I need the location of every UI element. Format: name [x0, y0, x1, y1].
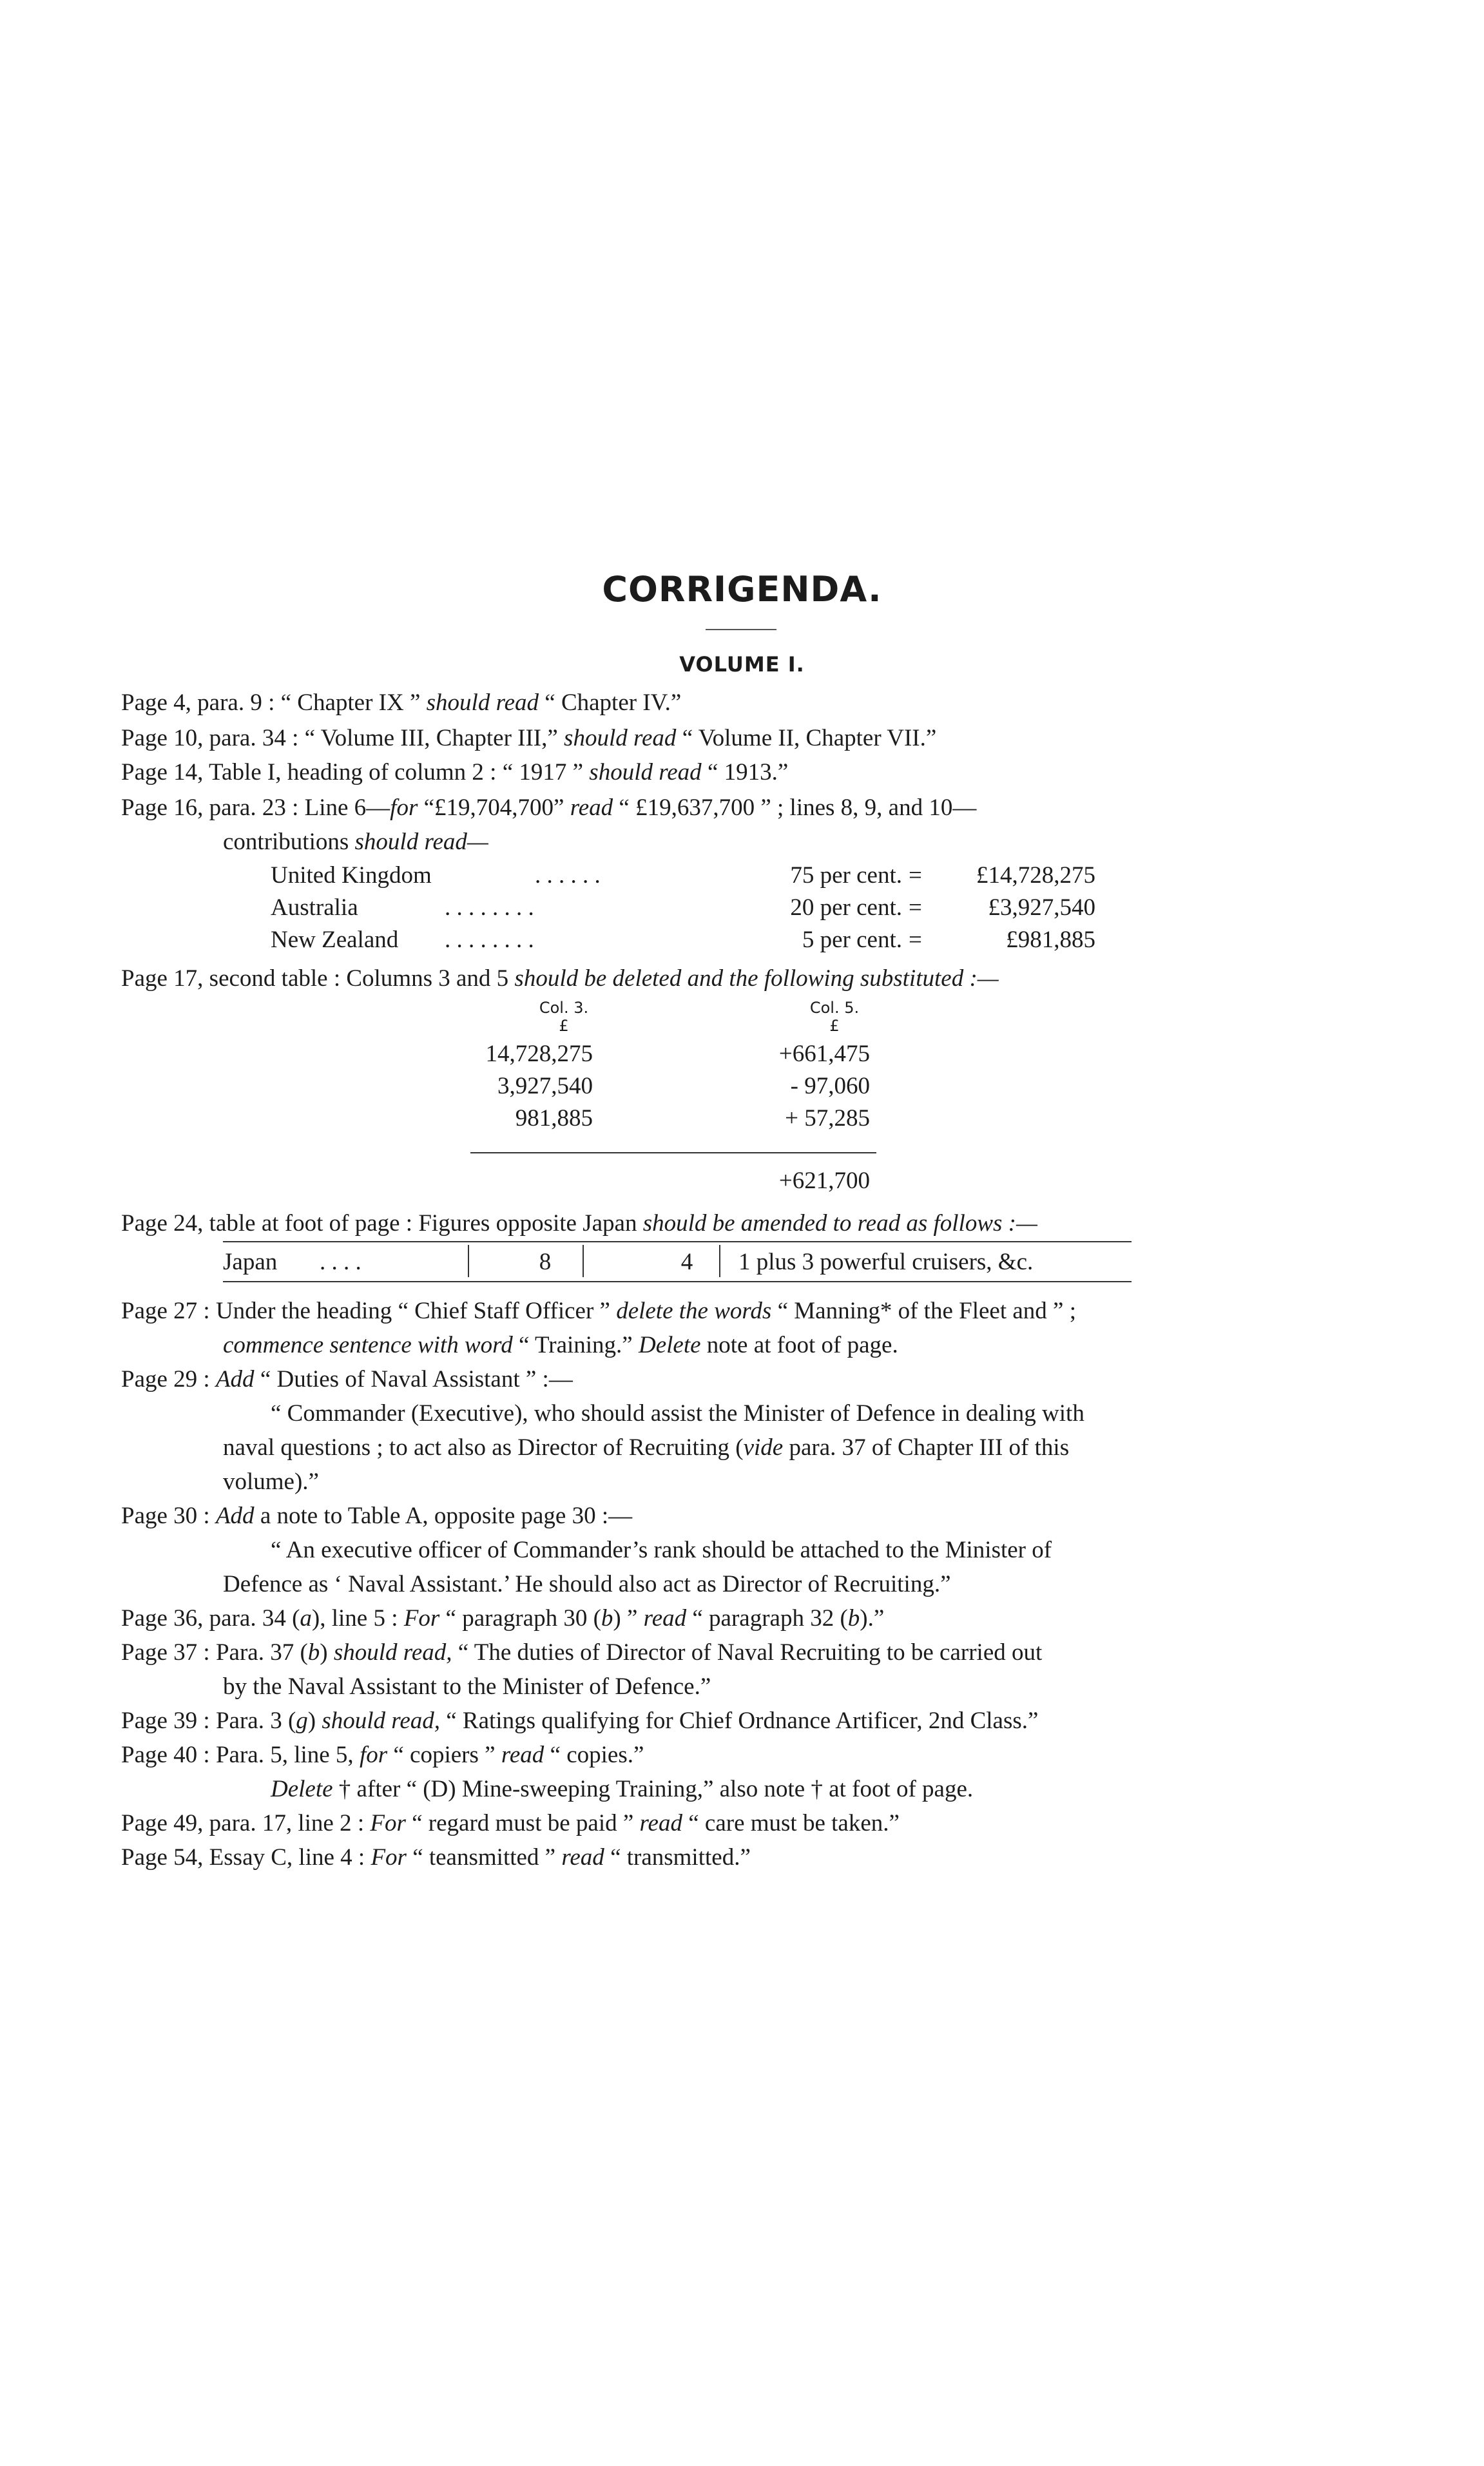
column-unit: £ — [829, 1017, 840, 1035]
entry-text: “ copiers ” — [387, 1742, 501, 1768]
entry-instruction: Add — [215, 1366, 255, 1392]
table-cell: 8 — [539, 1249, 552, 1275]
entry-ref: Page 16, para. 23 : Line 6— — [121, 795, 390, 821]
entry-text: a — [300, 1605, 312, 1632]
corrigendum-page-24 — [121, 1211, 1037, 1235]
entry-text: contributions — [223, 829, 355, 855]
volume-heading: VOLUME I. — [679, 652, 805, 677]
leader-dots: . . . . . . . . — [445, 894, 534, 921]
percentage: 20 per cent. — [790, 894, 902, 921]
table-cell: 14,728,275 — [485, 1041, 593, 1067]
column-header: Col. 3. — [539, 999, 589, 1017]
column-separator — [468, 1245, 469, 1277]
entry-text: “ Training.” — [512, 1332, 639, 1358]
entry-text: ).” — [860, 1605, 885, 1632]
table-cell: 4 — [680, 1249, 693, 1275]
entry-instruction: should read, — [333, 1639, 452, 1666]
entry-instruction: for — [390, 795, 418, 821]
corrigendum-page-14 — [121, 760, 788, 784]
entry-ref: Page 27 : Under the heading “ Chief Staff Officer ” — [121, 1298, 617, 1324]
equals-sign: = — [909, 894, 922, 921]
table-cell: 3,927,540 — [497, 1073, 593, 1099]
corrigendum-page-49 — [121, 1811, 900, 1835]
corrigendum-page-30 — [121, 1504, 632, 1528]
table-cell: + 57,285 — [785, 1105, 870, 1132]
column-separator — [719, 1245, 720, 1277]
entry-ref: Page 37 : Para. 37 ( — [121, 1639, 308, 1666]
corrigendum-page-27 — [121, 1299, 1076, 1323]
entry-text: “ The duties of Director of Naval Recruiting to be carried out — [452, 1639, 1043, 1666]
entry-text: “ transmitted.” — [604, 1844, 751, 1871]
entry-instruction: should be deleted and the following substituted :— — [514, 965, 999, 992]
corrigendum-page-4 — [121, 691, 681, 715]
quote-line — [223, 1436, 1069, 1459]
country-name: United Kingdom — [271, 862, 432, 889]
percentage: 5 per cent. — [802, 927, 902, 953]
entry-ref: Page 36, para. 34 ( — [121, 1605, 300, 1632]
entry-text: note at foot of page. — [700, 1332, 898, 1358]
entry-ref: Page 17, second table : Columns 3 and 5 — [121, 965, 515, 992]
corrigendum-page-17 — [121, 967, 999, 990]
entry-instruction: should read — [589, 759, 702, 785]
quote-line: “ An executive officer of Commander’s rank should be attached to the Minister of — [271, 1537, 1052, 1563]
country-name: New Zealand — [271, 927, 399, 953]
entry-instruction: Add — [215, 1503, 255, 1529]
entry-ref: Page 30 : — [121, 1503, 216, 1529]
corrigendum-page-16 — [121, 796, 1242, 820]
entry-text: b — [307, 1639, 320, 1666]
country-name: Australia — [271, 894, 358, 921]
table-cell: 981,885 — [515, 1105, 593, 1132]
entry-instruction: should read, — [322, 1708, 440, 1734]
entry-ref: Page 4, para. 9 : — [121, 689, 281, 716]
corrigendum-page-16-cont — [223, 830, 488, 854]
table-cell: 1 plus 3 powerful cruisers, &c. — [738, 1249, 1034, 1275]
entry-text: ) ” — [613, 1605, 644, 1632]
entry-text: ) — [320, 1639, 334, 1666]
entry-ref: Page 49, para. 17, line 2 : — [121, 1810, 371, 1836]
list-item — [271, 863, 432, 887]
entry-text: ), line 5 : — [311, 1605, 404, 1632]
entry-text: “ teansmitted ” — [406, 1844, 562, 1871]
leader-dots: . . . . . . . . — [445, 927, 534, 953]
entry-text: “ paragraph 32 ( — [686, 1605, 848, 1632]
table-cell: - 97,060 — [790, 1073, 870, 1099]
corrigendum-page-40 — [121, 1743, 644, 1767]
entry-text: b — [601, 1605, 613, 1632]
corrigendum-page-29 — [121, 1367, 573, 1391]
entry-ref: Page 40 : Para. 5, line 5, — [121, 1742, 360, 1768]
entry-instruction: For — [371, 1844, 407, 1871]
entry-text: “ Duties of Naval Assistant ” :— — [254, 1366, 573, 1392]
entry-text: “ £19,637,700 ” ; lines 8, 9, and 10— — [613, 795, 977, 821]
row-label: Japan — [223, 1249, 278, 1275]
table-cell: +661,475 — [778, 1041, 870, 1067]
page-title: CORRIGENDA. — [602, 569, 882, 610]
list-item — [271, 928, 398, 952]
entry-ref: Page 14, Table I, heading of column 2 : — [121, 759, 503, 785]
corrigendum-page-54 — [121, 1845, 751, 1869]
amount: £14,728,275 — [976, 862, 1095, 889]
amount: £3,927,540 — [988, 894, 1095, 921]
entry-text: “ Ratings qualifying for Chief Ordnance Artificer, 2nd Class.” — [440, 1708, 1039, 1734]
entry-instruction: vide — [743, 1434, 784, 1461]
corrigendum-page-10 — [121, 726, 936, 750]
percentage: 75 per cent. — [790, 862, 902, 889]
entry-instruction: should read— — [354, 829, 488, 855]
leader-dots: . . . . — [320, 1249, 361, 1275]
entry-instruction: should read — [426, 689, 539, 716]
entry-text: para. 37 of Chapter III of this — [783, 1434, 1070, 1461]
column-separator — [583, 1245, 584, 1277]
entry-instruction: read — [570, 795, 613, 821]
entry-text: a note to Table A, opposite page 30 :— — [254, 1503, 633, 1529]
entry-text: “ 1917 ” — [502, 759, 590, 785]
entry-text: “ care must be taken.” — [682, 1810, 900, 1836]
entry-instruction: should read — [564, 725, 677, 751]
corrigendum-page-40-cont — [271, 1777, 973, 1801]
quote-line: Defence as ‘ Naval Assistant.’ He should also act as Director of Recruiting.” — [223, 1571, 951, 1597]
entry-text: “ Chapter IV.” — [539, 689, 682, 716]
entry-text: “£19,704,700” — [418, 795, 570, 821]
corrigendum-page-37 — [121, 1641, 1042, 1664]
table-rule-top — [223, 1241, 1132, 1242]
corrigendum-page-39 — [121, 1709, 1038, 1733]
entry-text: “ Manning* of the Fleet and ” ; — [771, 1298, 1076, 1324]
equals-sign: = — [909, 927, 922, 953]
amount: £981,885 — [1006, 927, 1095, 953]
entry-instruction: For — [403, 1605, 440, 1632]
entry-instruction: read — [643, 1605, 687, 1632]
table-rule-bottom — [223, 1281, 1132, 1282]
quote-line: volume).” — [223, 1469, 319, 1495]
entry-text: b — [847, 1605, 860, 1632]
entry-ref: Page 54, Essay C, line 4 : — [121, 1844, 371, 1871]
entry-text: “ copies.” — [544, 1742, 644, 1768]
substitute-table — [445, 1000, 909, 1200]
list-item — [271, 896, 358, 920]
entry-text: “ Volume II, Chapter VII.” — [676, 725, 937, 751]
entry-text: g — [296, 1708, 308, 1734]
entry-text: “ regard must be paid ” — [405, 1810, 640, 1836]
entry-instruction: commence sentence with word — [223, 1332, 513, 1358]
entry-text: “ Chapter IX ” — [280, 689, 427, 716]
entry-text: ) — [307, 1708, 322, 1734]
entry-text: “ Volume III, Chapter III,” — [304, 725, 564, 751]
entry-instruction: read — [639, 1810, 682, 1836]
entry-instruction: should be amended to read as follows :— — [642, 1210, 1037, 1237]
entry-ref: Page 39 : Para. 3 ( — [121, 1708, 296, 1734]
entry-instruction: read — [501, 1742, 544, 1768]
contributions-list — [271, 863, 1108, 960]
entry-instruction: read — [561, 1844, 604, 1871]
column-unit: £ — [559, 1017, 569, 1035]
japan-table — [223, 1241, 1132, 1284]
entry-instruction: delete the words — [616, 1298, 772, 1324]
leader-dots: . . . . . . — [535, 862, 601, 889]
entry-ref: Page 24, table at foot of page : Figures opposite Japan — [121, 1210, 643, 1237]
entry-text: “ 1913.” — [701, 759, 789, 785]
entry-text: naval questions ; to act also as Director of Recruiting ( — [223, 1434, 744, 1461]
entry-text: “ paragraph 30 ( — [439, 1605, 601, 1632]
column-header: Col. 5. — [809, 999, 860, 1017]
quote-line: “ Commander (Executive), who should assist the Minister of Defence in dealing with — [271, 1400, 1084, 1427]
entry-instruction: For — [370, 1810, 406, 1836]
entry-ref: Page 10, para. 34 : — [121, 725, 305, 751]
entry-instruction: Delete — [271, 1776, 333, 1802]
entry-ref: Page 29 : — [121, 1366, 216, 1392]
corrigendum-page-27-cont — [223, 1333, 898, 1357]
entry-text: † after “ (D) Mine-sweeping Training,” also note † at foot of page. — [332, 1776, 974, 1802]
table-total: +621,700 — [778, 1168, 870, 1194]
total-rule — [470, 1152, 876, 1153]
title-divider — [706, 629, 776, 630]
entry-instruction: Delete — [638, 1332, 701, 1358]
corrigendum-page-37-cont: by the Naval Assistant to the Minister of Defence.” — [223, 1673, 711, 1700]
equals-sign: = — [909, 862, 922, 889]
entry-instruction: for — [359, 1742, 388, 1768]
corrigendum-page-36 — [121, 1606, 884, 1630]
